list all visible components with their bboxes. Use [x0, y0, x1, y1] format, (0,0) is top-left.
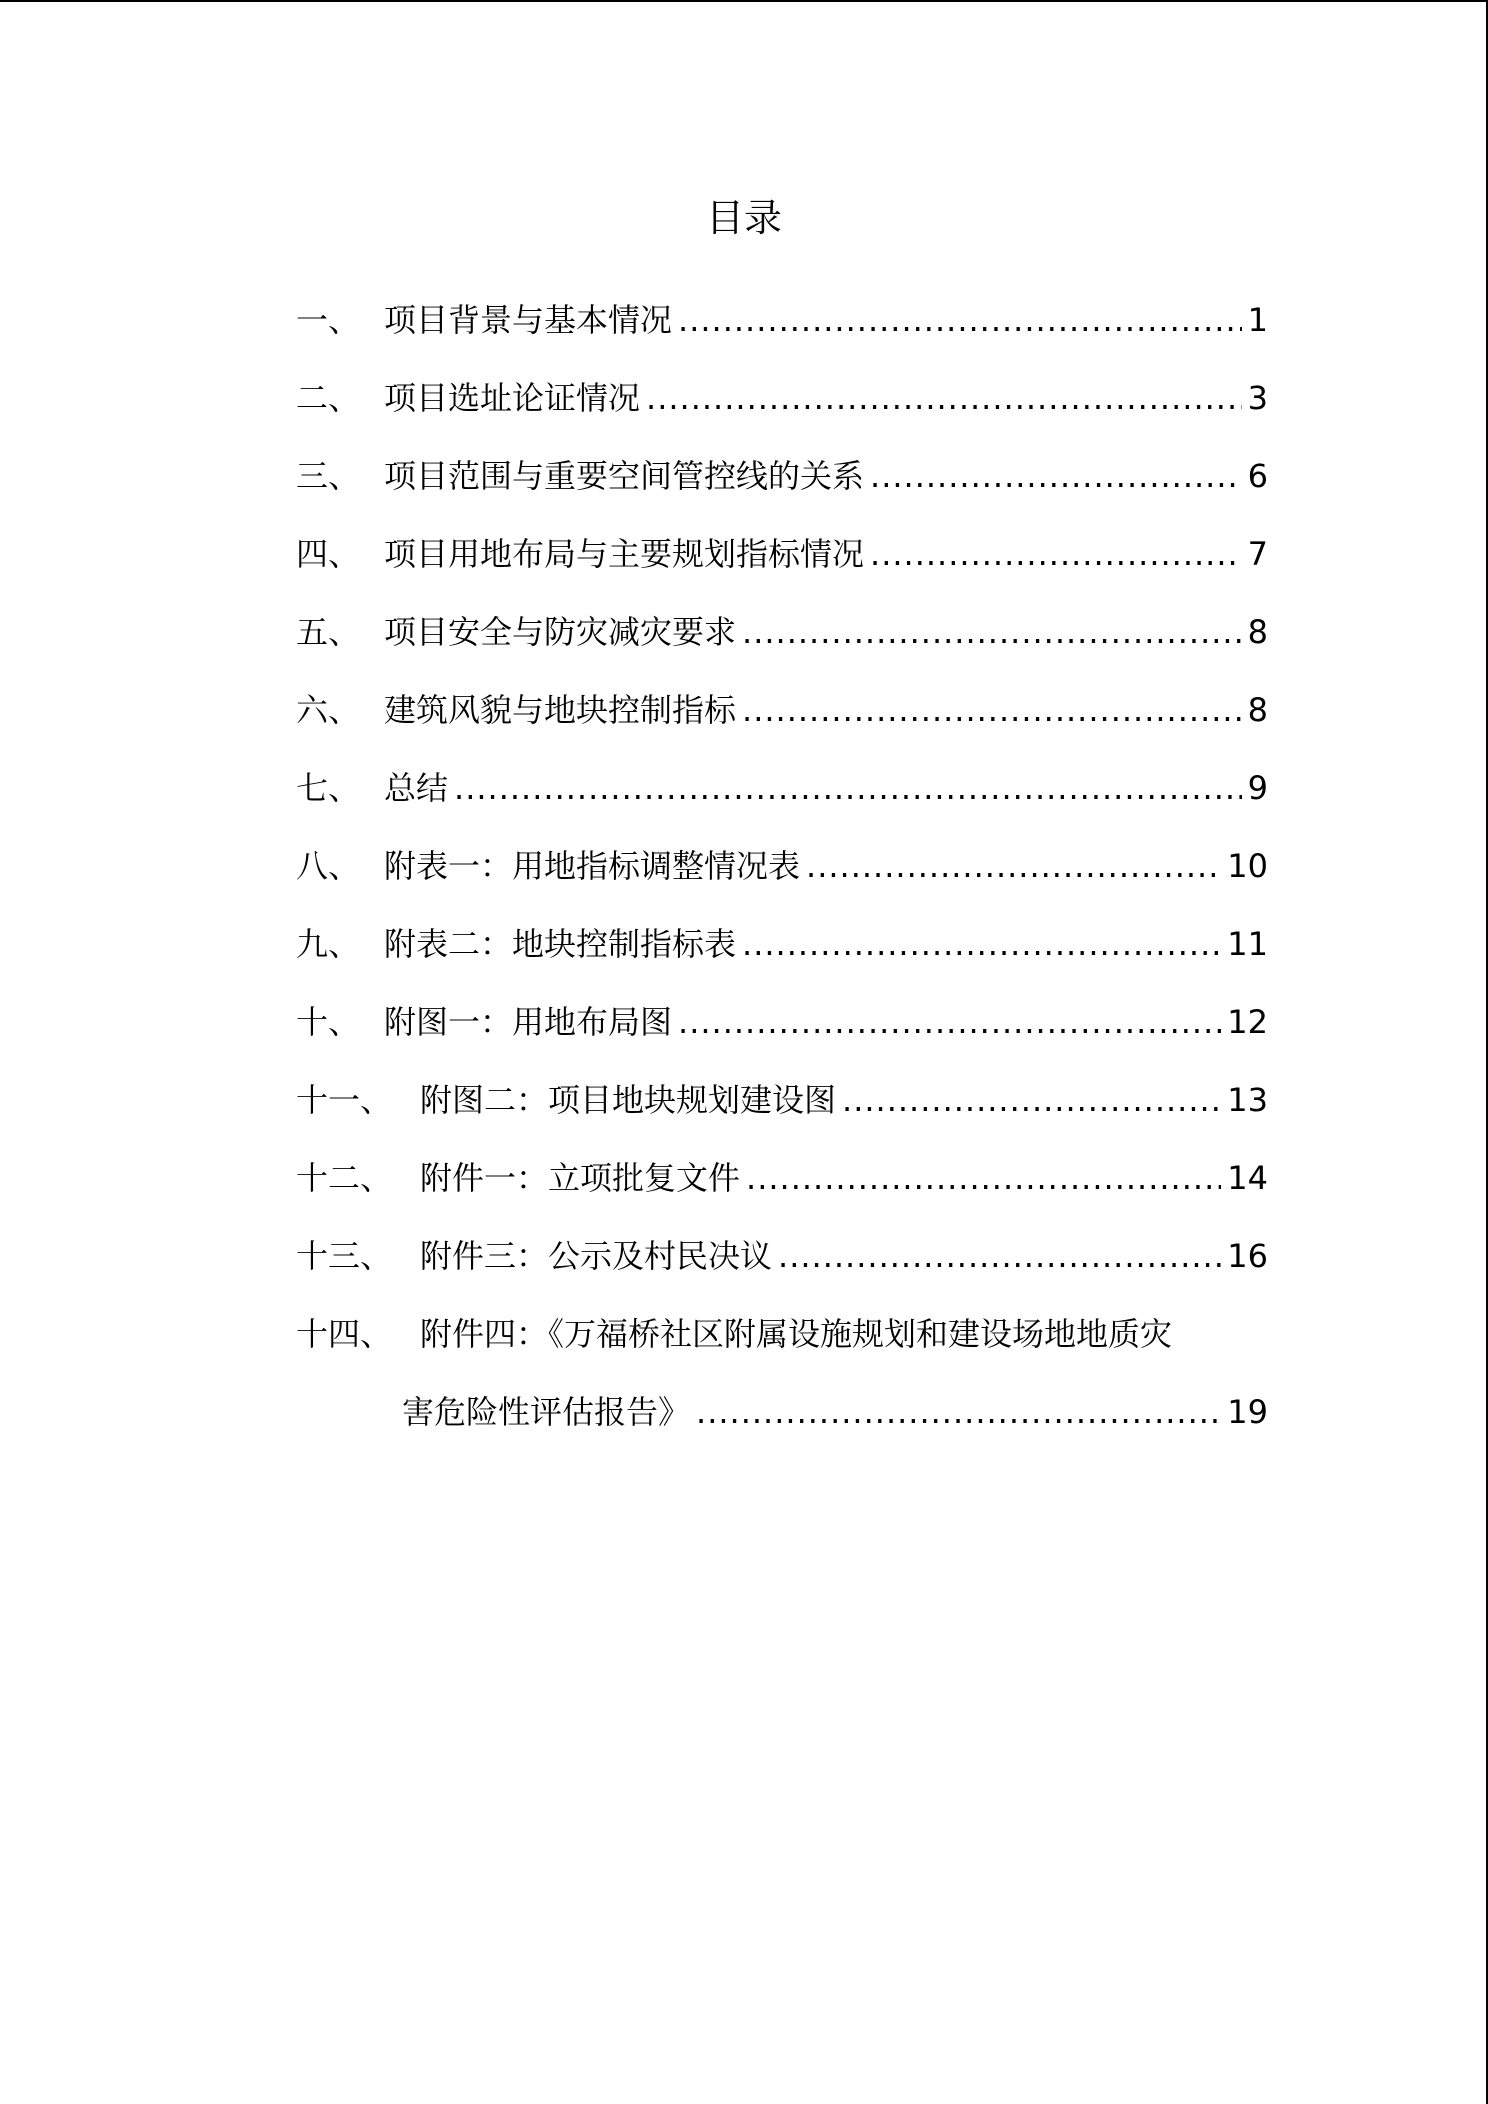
toc-entry-text-continued: 害危险性评估报告》: [402, 1393, 691, 1431]
toc-entry-number: 十一、: [296, 1081, 393, 1119]
toc-entry-number: 四、: [296, 535, 361, 573]
toc-entry-page: 8: [1247, 691, 1268, 729]
toc-entry[interactable]: [296, 658, 1268, 736]
toc-entry-page: 13: [1227, 1081, 1268, 1119]
toc-entry-number: 七、: [296, 769, 361, 807]
toc-title: 目录: [705, 196, 782, 240]
toc-entry[interactable]: [296, 1204, 1268, 1282]
toc-entry[interactable]: [296, 970, 1268, 1048]
toc-entry-number: 六、: [296, 691, 361, 729]
toc-entry-page: 6: [1247, 457, 1268, 495]
toc-entry-text: 项目用地布局与主要规划指标情况: [384, 535, 865, 573]
toc-entry-number: 五、: [296, 613, 361, 651]
toc-leader-dots: [842, 1074, 1221, 1126]
toc-leader-dots: [696, 1386, 1221, 1438]
toc-entry[interactable]: [296, 268, 1268, 346]
toc-entry-page: 14: [1227, 1159, 1268, 1197]
toc-entry-text: 项目选址论证情况: [384, 379, 641, 417]
toc-entry-text: 总结: [384, 769, 449, 807]
toc-entry-number: 九、: [296, 925, 361, 963]
toc-leader-dots: [742, 918, 1221, 970]
toc-entry-text: 附图二：项目地块规划建设图: [420, 1081, 837, 1119]
toc-entry[interactable]: [296, 580, 1268, 658]
toc-entry-text: 项目安全与防灾减灾要求: [384, 613, 737, 651]
toc-entry-number: 十三、: [296, 1237, 393, 1275]
toc-entry-number: 十二、: [296, 1159, 393, 1197]
toc-entry-text: 附表二：地块控制指标表: [384, 925, 737, 963]
toc-entry-text: 附件一：立项批复文件: [420, 1159, 741, 1197]
page-border-top: [0, 0, 1488, 2]
toc-entry-number: 二、: [296, 379, 361, 417]
toc-entry-number: 八、: [296, 847, 361, 885]
toc-entry-page: 16: [1227, 1237, 1268, 1275]
toc-entry-text: 附表一：用地指标调整情况表: [384, 847, 801, 885]
toc-entry-text: 附图一：用地布局图: [384, 1003, 673, 1041]
toc-entry-page: 11: [1227, 925, 1268, 963]
toc-entry-page: 7: [1247, 535, 1268, 573]
toc-leader-dots: [742, 684, 1242, 736]
toc-entry-text: 建筑风貌与地块控制指标: [384, 691, 737, 729]
toc-entry[interactable]: [296, 1282, 1268, 1360]
table-of-contents: [296, 268, 1268, 1438]
toc-leader-dots: [806, 840, 1221, 892]
toc-leader-dots: [646, 372, 1242, 424]
toc-entry[interactable]: [296, 736, 1268, 814]
toc-leader-dots: [678, 996, 1221, 1048]
toc-entry[interactable]: [296, 814, 1268, 892]
toc-entry[interactable]: [296, 502, 1268, 580]
toc-entry[interactable]: [296, 346, 1268, 424]
toc-entry-number: 十、: [296, 1003, 361, 1041]
toc-entry-text: 附件四：《万福桥社区附属设施规划和建设场地地质灾: [420, 1315, 1173, 1353]
toc-entry-number: 十四、: [296, 1315, 393, 1353]
toc-entry-text: 项目范围与重要空间管控线的关系: [384, 457, 865, 495]
toc-leader-dots: [454, 762, 1242, 814]
toc-leader-dots: [742, 606, 1242, 658]
toc-leader-dots: [870, 528, 1242, 580]
toc-entry-text: 项目背景与基本情况: [384, 301, 673, 339]
toc-leader-dots: [870, 450, 1242, 502]
toc-entry[interactable]: [296, 424, 1268, 502]
toc-entry-page: 10: [1227, 847, 1268, 885]
toc-leader-dots: [778, 1230, 1221, 1282]
toc-entry[interactable]: [296, 1126, 1268, 1204]
toc-entry-number: 一、: [296, 301, 361, 339]
toc-leader-dots: [678, 294, 1242, 346]
toc-entry-page: 9: [1247, 769, 1268, 807]
toc-entry-page: 19: [1227, 1393, 1268, 1431]
toc-entry-continued[interactable]: [296, 1360, 1268, 1438]
toc-leader-dots: [746, 1152, 1221, 1204]
toc-entry[interactable]: [296, 892, 1268, 970]
toc-entry[interactable]: [296, 1048, 1268, 1126]
toc-entry-page: 1: [1247, 301, 1268, 339]
toc-entry-page: 8: [1247, 613, 1268, 651]
toc-entry-page: 3: [1247, 379, 1268, 417]
toc-entry-text: 附件三：公示及村民决议: [420, 1237, 773, 1275]
toc-entry-page: 12: [1227, 1003, 1268, 1041]
toc-entry-number: 三、: [296, 457, 361, 495]
